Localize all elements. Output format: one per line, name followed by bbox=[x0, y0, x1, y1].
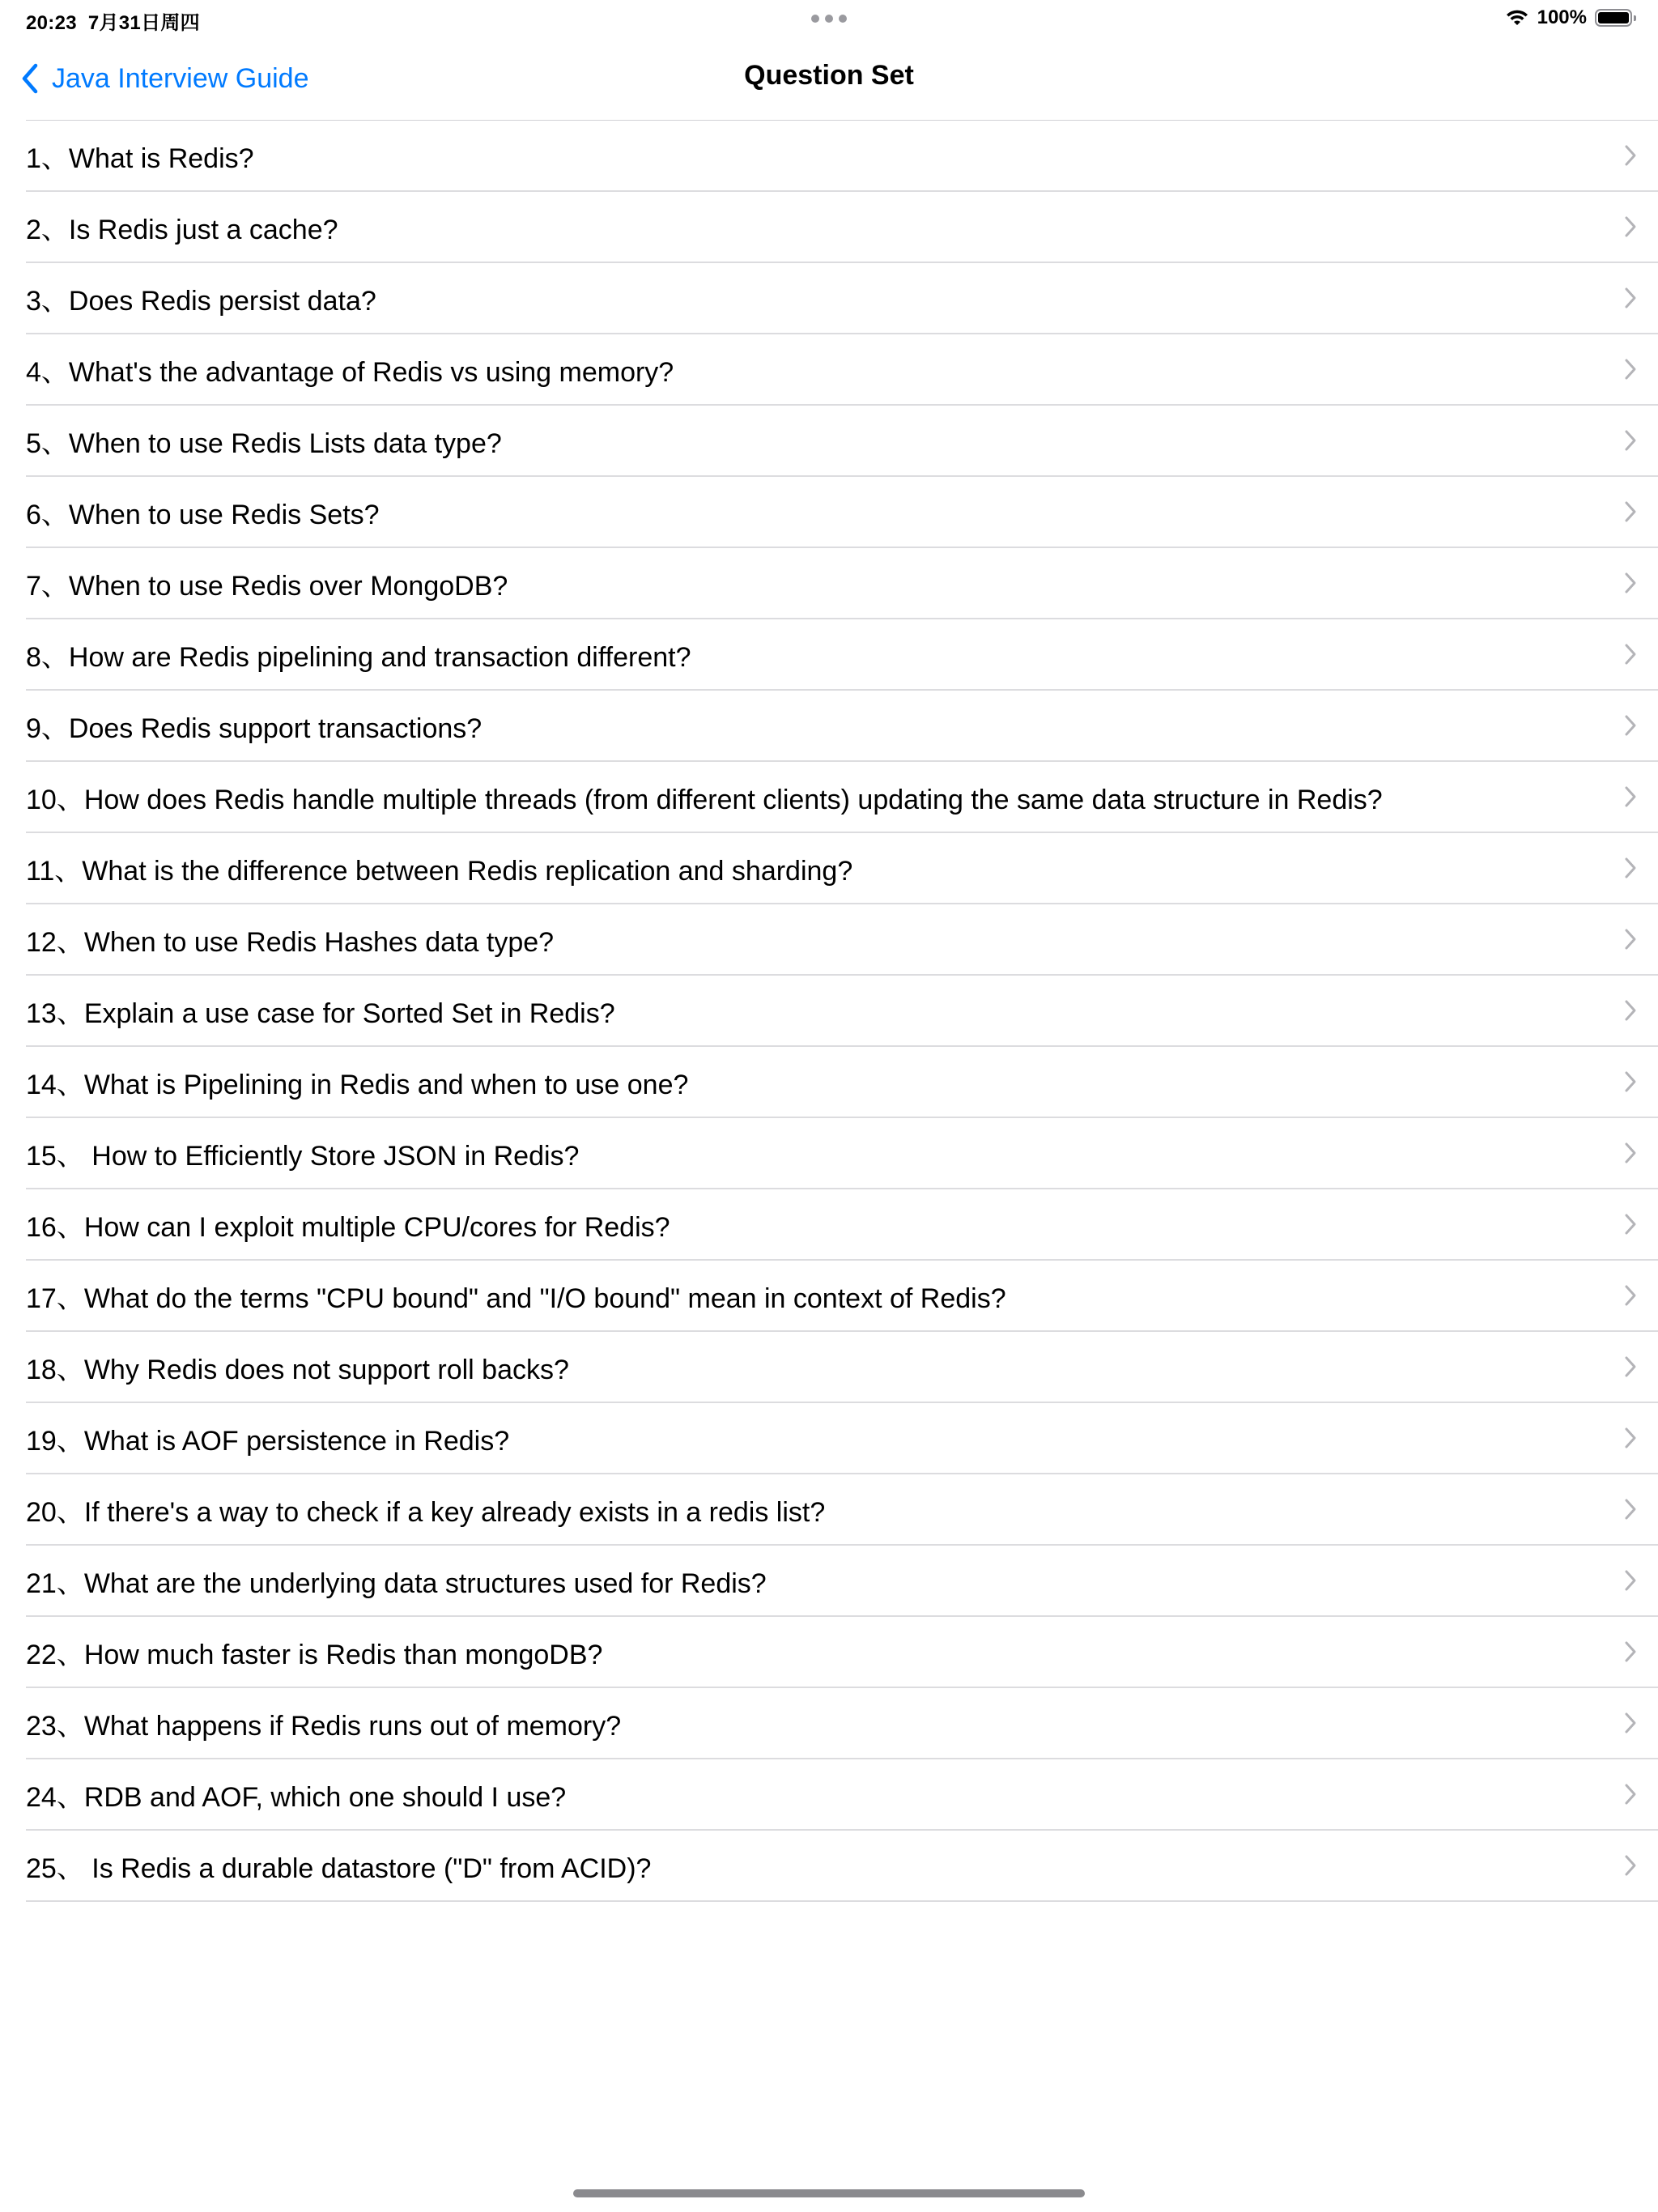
list-item[interactable] bbox=[26, 833, 1658, 904]
question-label: 10、How does Redis handle multiple threads (from different clients) updating the same data structure in Redis? bbox=[26, 784, 1383, 815]
list-item[interactable] bbox=[26, 976, 1658, 1047]
list-item[interactable] bbox=[26, 406, 1658, 477]
status-time-date bbox=[26, 6, 200, 35]
list-item[interactable] bbox=[26, 1759, 1658, 1831]
chevron-right-icon bbox=[1624, 1783, 1637, 1806]
list-item[interactable] bbox=[26, 477, 1658, 548]
chevron-right-icon bbox=[1624, 1498, 1637, 1521]
question-label: 23、What happens if Redis runs out of memory? bbox=[26, 1710, 622, 1742]
question-label: 20、If there's a way to check if a key already exists in a redis list? bbox=[26, 1496, 826, 1528]
page-title: Question Set bbox=[744, 60, 914, 91]
chevron-right-icon bbox=[1624, 1854, 1637, 1877]
list-item[interactable] bbox=[26, 1047, 1658, 1118]
chevron-right-icon bbox=[1624, 928, 1637, 951]
question-label: 19、What is AOF persistence in Redis? bbox=[26, 1425, 510, 1457]
status-indicators bbox=[1505, 6, 1632, 29]
list-item[interactable] bbox=[26, 1189, 1658, 1261]
chevron-right-icon bbox=[1624, 358, 1637, 381]
status-time: 20:23 bbox=[26, 12, 77, 34]
chevron-right-icon bbox=[1624, 1355, 1637, 1378]
chevron-right-icon bbox=[1624, 785, 1637, 808]
chevron-right-icon bbox=[1624, 572, 1637, 594]
chevron-right-icon bbox=[1624, 857, 1637, 879]
question-label: 2、Is Redis just a cache? bbox=[26, 214, 338, 245]
chevron-right-icon bbox=[1624, 1569, 1637, 1592]
chevron-right-icon bbox=[1624, 1142, 1637, 1164]
chevron-right-icon bbox=[1624, 1640, 1637, 1663]
question-label: 25、 Is Redis a durable datastore ("D" from ACID)? bbox=[26, 1853, 652, 1884]
chevron-right-icon bbox=[1624, 1070, 1637, 1093]
wifi-icon bbox=[1505, 9, 1529, 27]
battery-icon bbox=[1595, 9, 1632, 27]
list-item[interactable] bbox=[26, 1546, 1658, 1617]
question-list bbox=[26, 120, 1658, 1902]
chevron-right-icon bbox=[1624, 215, 1637, 238]
list-item[interactable] bbox=[26, 121, 1658, 192]
list-item[interactable] bbox=[26, 334, 1658, 406]
chevron-right-icon bbox=[1624, 144, 1637, 167]
navigation-bar bbox=[0, 39, 1658, 120]
chevron-right-icon bbox=[1624, 1284, 1637, 1307]
more-dots-icon[interactable] bbox=[811, 15, 847, 23]
chevron-right-icon bbox=[1624, 287, 1637, 309]
question-label: 4、What's the advantage of Redis vs using memory? bbox=[26, 356, 674, 388]
status-bar bbox=[0, 0, 1658, 39]
home-indicator[interactable] bbox=[573, 2189, 1085, 2197]
question-label: 18、Why Redis does not support roll backs? bbox=[26, 1354, 569, 1385]
chevron-right-icon bbox=[1624, 643, 1637, 666]
chevron-right-icon bbox=[1624, 1427, 1637, 1449]
list-item[interactable] bbox=[26, 1688, 1658, 1759]
list-item[interactable] bbox=[26, 904, 1658, 976]
question-label: 3、Does Redis persist data? bbox=[26, 285, 376, 317]
question-label: 5、When to use Redis Lists data type? bbox=[26, 428, 502, 459]
question-label: 21、What are the underlying data structures used for Redis? bbox=[26, 1568, 767, 1599]
chevron-right-icon bbox=[1624, 1712, 1637, 1734]
question-label: 11、What is the difference between Redis replication and sharding? bbox=[26, 855, 853, 887]
battery-percent: 100% bbox=[1537, 6, 1587, 28]
list-item[interactable] bbox=[26, 1831, 1658, 1902]
question-label: 7、When to use Redis over MongoDB? bbox=[26, 570, 508, 602]
list-item[interactable] bbox=[26, 691, 1658, 762]
list-item[interactable] bbox=[26, 1403, 1658, 1474]
question-label: 16、How can I exploit multiple CPU/cores for Redis? bbox=[26, 1211, 670, 1243]
list-item[interactable] bbox=[26, 619, 1658, 691]
question-label: 9、Does Redis support transactions? bbox=[26, 713, 483, 744]
status-date: 7月31日周四 bbox=[87, 12, 200, 34]
question-label: 12、When to use Redis Hashes data type? bbox=[26, 926, 555, 958]
list-item[interactable] bbox=[26, 762, 1658, 833]
list-item[interactable] bbox=[26, 1118, 1658, 1189]
back-button-label: Java Interview Guide bbox=[52, 62, 309, 94]
chevron-right-icon bbox=[1624, 500, 1637, 523]
question-label: 13、Explain a use case for Sorted Set in Redis? bbox=[26, 998, 615, 1029]
question-label: 22、How much faster is Redis than mongoDB? bbox=[26, 1639, 603, 1670]
chevron-right-icon bbox=[1624, 429, 1637, 452]
list-item[interactable] bbox=[26, 1332, 1658, 1403]
question-label: 6、When to use Redis Sets? bbox=[26, 499, 380, 530]
question-label: 14、What is Pipelining in Redis and when to use one? bbox=[26, 1069, 689, 1100]
list-item[interactable] bbox=[26, 1617, 1658, 1688]
question-label: 17、What do the terms "CPU bound" and "I/O bound" mean in context of Redis? bbox=[26, 1283, 1006, 1314]
chevron-right-icon bbox=[1624, 714, 1637, 737]
list-item[interactable] bbox=[26, 1261, 1658, 1332]
chevron-right-icon bbox=[1624, 1213, 1637, 1236]
chevron-right-icon bbox=[1624, 999, 1637, 1022]
question-label: 24、RDB and AOF, which one should I use? bbox=[26, 1781, 567, 1813]
list-item[interactable] bbox=[26, 192, 1658, 263]
question-label: 8、How are Redis pipelining and transaction different? bbox=[26, 641, 691, 673]
list-item[interactable] bbox=[26, 548, 1658, 619]
question-label: 1、What is Redis? bbox=[26, 143, 254, 174]
list-item[interactable] bbox=[26, 263, 1658, 334]
list-item[interactable] bbox=[26, 1474, 1658, 1546]
question-label: 15、 How to Efficiently Store JSON in Redis? bbox=[26, 1140, 580, 1172]
